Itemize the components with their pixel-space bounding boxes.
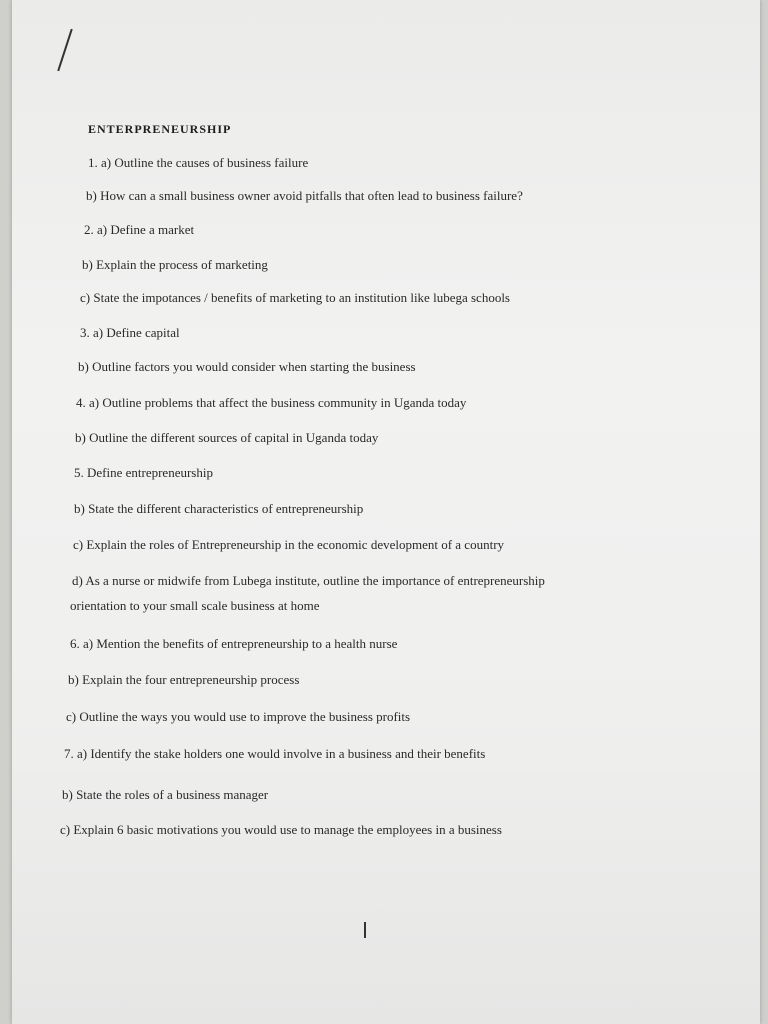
page-number-mark [364, 922, 366, 938]
question-1b: b) How can a small business owner avoid pitfalls that often lead to business failure? [86, 188, 523, 203]
question-2a: 2. a) Define a market [84, 222, 195, 237]
question-7b: b) State the roles of a business manager [62, 787, 269, 802]
question-5d: d) As a nurse or midwife from Lubega institute, outline the importance of entrepreneurship [72, 573, 545, 588]
question-5c: c) Explain the roles of Entrepreneurship in the economic development of a country [73, 537, 505, 552]
question-4b: b) Outline the different sources of capital in Uganda today [75, 430, 379, 445]
question-5d-continued: orientation to your small scale business at home [70, 598, 320, 613]
question-2b: b) Explain the process of marketing [82, 257, 268, 272]
question-7c: c) Explain 6 basic motivations you would use to manage the employees in a business [60, 822, 502, 837]
question-4a: 4. a) Outline problems that affect the business community in Uganda today [76, 395, 467, 410]
question-2c: c) State the impotances / benefits of marketing to an institution like lubega schools [80, 290, 510, 305]
document-page [12, 0, 760, 1024]
question-7a: 7. a) Identify the stake holders one would involve in a business and their benefits [64, 746, 486, 761]
pen-stroke-mark [57, 29, 72, 71]
question-6a: 6. a) Mention the benefits of entrepreneurship to a health nurse [70, 636, 398, 651]
question-5: 5. Define entrepreneurship [74, 465, 213, 480]
question-6c: c) Outline the ways you would use to improve the business profits [66, 709, 411, 724]
question-3b: b) Outline factors you would consider when starting the business [78, 359, 416, 374]
question-1a: 1. a) Outline the causes of business failure [88, 155, 309, 170]
document-title: ENTERPRENEURSHIP [88, 122, 232, 136]
question-6b: b) Explain the four entrepreneurship process [68, 672, 300, 687]
question-3a: 3. a) Define capital [80, 325, 180, 340]
question-5b: b) State the different characteristics of entrepreneurship [74, 501, 364, 516]
